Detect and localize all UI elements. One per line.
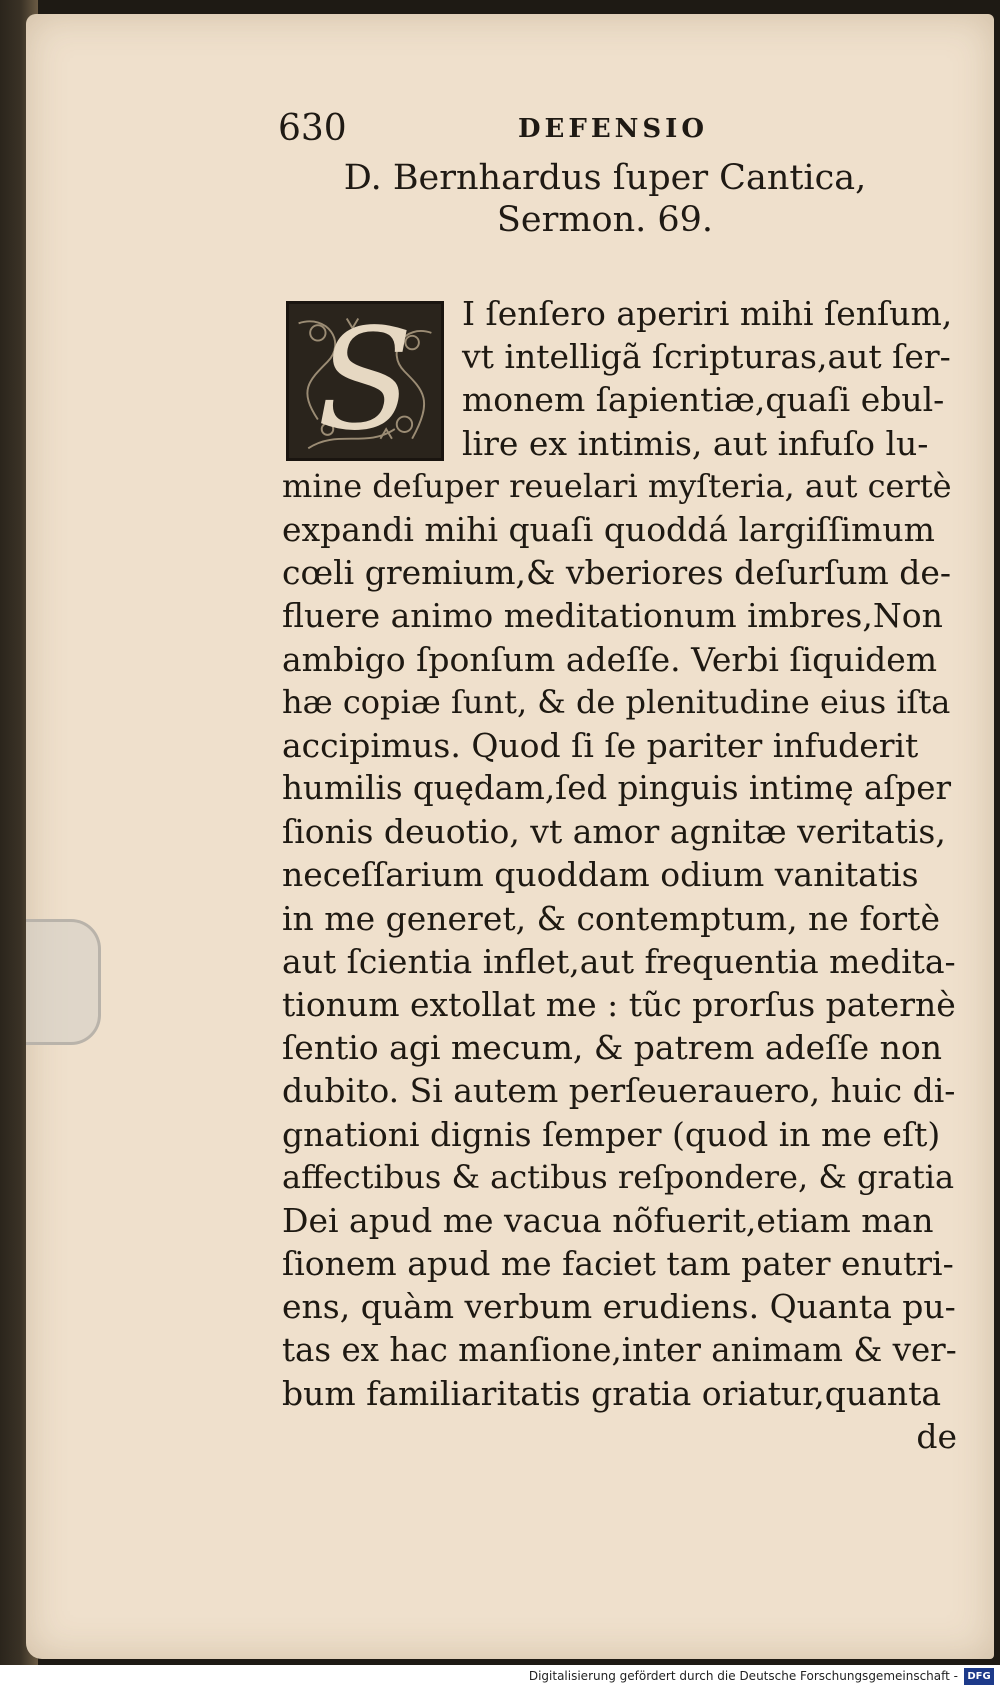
text-line: aut ſcientia inflet,aut frequentia medita-: [282, 941, 956, 981]
section-title-line-2: Sermon. 69.: [496, 200, 714, 240]
page-clip: [26, 919, 101, 1045]
initial-letter: S: [317, 299, 413, 462]
text-line: tas ex hac manſione,inter animam & ver-: [282, 1330, 957, 1369]
text-line: tionum extollat me : tũc prorſus paternè: [282, 985, 956, 1024]
catchword: de: [916, 1416, 957, 1456]
body-text: [282, 292, 957, 1458]
funding-credit: Digitalisierung gefördert durch die Deutsche Forschungsgemeinschaft -: [528, 1669, 958, 1683]
page-header: [278, 108, 718, 148]
text-line: ſentio agi mecum, & patrem adeſſe non: [282, 1028, 942, 1068]
text-line: I ſenſero aperiri mihi ſenſum,: [462, 294, 953, 333]
text-line: vt intelligã ſcripturas,aut ſer-: [462, 337, 951, 377]
page-number: 630: [278, 108, 347, 149]
text-line: neceſſarium quoddam odium vanitatis: [282, 855, 919, 895]
text-line: fluere animo meditationum imbres,Non: [282, 596, 943, 636]
text-line: lire ex intimis, aut infuſo lu-: [462, 423, 929, 463]
text-line: Dei apud me vacua nõfuerit,etiam man: [282, 1200, 934, 1240]
footer-bar: [0, 1665, 1000, 1690]
text-line: dubito. Si autem perſeuerauero, huic di-: [282, 1071, 956, 1111]
text-line: bum familiaritatis gratia oriatur,quanta: [282, 1373, 942, 1413]
text-line: gnationi dignis ſemper (quod in me eſt): [282, 1114, 941, 1154]
text-line: hæ copiæ ſunt, & de plenitudine eius iſta: [282, 682, 951, 721]
text-line: monem ſapientiæ,quaſi ebul-: [462, 380, 945, 420]
running-head: DEFENSIO: [518, 114, 708, 144]
text-line: expandi mihi quaſi quoddá largiſſimum: [282, 509, 935, 549]
text-line: ſionem apud me faciet tam pater enutri-: [282, 1244, 954, 1284]
text-line: cœli gremium,& vberiores deſurſum de-: [282, 553, 952, 593]
text-line: humilis quędam,ſed pinguis intimę aſper: [282, 769, 951, 808]
text-line: in me generet, & contemptum, ne fortè: [282, 898, 940, 938]
dfg-logo: DFG: [964, 1668, 994, 1685]
text-line: ens, quàm verbum erudiens. Quanta pu-: [282, 1287, 956, 1327]
section-title-line-1: D. Bernhardus ſuper Cantica,: [343, 158, 867, 198]
text-line: affectibus & actibus reſpondere, & gratia: [282, 1157, 955, 1196]
text-line: mine deſuper reuelari myſteria, aut certè: [282, 466, 952, 505]
text-line: accipimus. Quod ſi ſe pariter infuderit: [282, 725, 919, 765]
text-line: ambigo ſponſum adeſſe. Verbi ſiquidem: [282, 639, 938, 679]
text-line: ſionis deuotio, vt amor agnitæ veritatis,: [282, 812, 946, 852]
